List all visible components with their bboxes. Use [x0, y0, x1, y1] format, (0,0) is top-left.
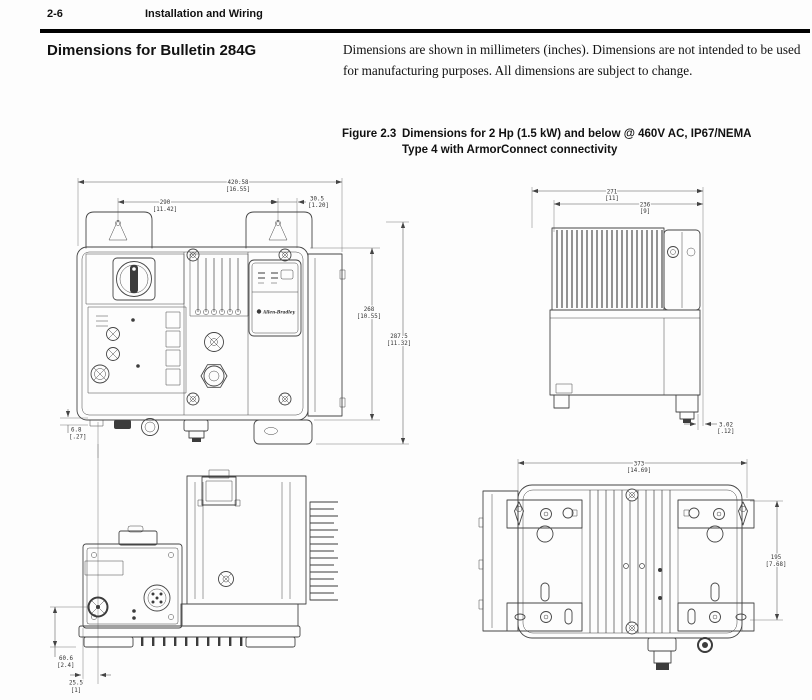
- figure-title-line1: Dimensions for 2 Hp (1.5 kW) and below @ 460V AC, IP67/NEMA: [402, 128, 752, 140]
- svg-text:290: 290: [159, 200, 171, 207]
- dim-front-overall-height: [316, 222, 411, 444]
- page-title: Dimensions for Bulletin 284G: [47, 42, 257, 59]
- terminal-pins: [141, 637, 242, 646]
- side-body: [550, 310, 700, 408]
- svg-text:287.5: 287.5: [390, 334, 408, 340]
- io-panel: [88, 307, 186, 393]
- svg-text:420.58: 420.58: [227, 180, 249, 187]
- svg-text:6.8: 6.8: [71, 427, 82, 434]
- bracket-top-right: [678, 500, 754, 528]
- back-view: [462, 448, 812, 700]
- dim-bottom-offset: [69, 628, 111, 694]
- svg-text:268: 268: [363, 307, 375, 313]
- keyhole-slot: [739, 502, 748, 525]
- cable-gland: [114, 420, 131, 429]
- screw-icon: [187, 393, 199, 405]
- m12-connector: [107, 348, 120, 361]
- svg-text:25.5: 25.5: [69, 680, 83, 687]
- heatsink-fins: [190, 254, 248, 316]
- dim-side-body-depth: [554, 200, 703, 232]
- keypad-panel: [249, 260, 301, 336]
- foot: [554, 395, 569, 408]
- svg-text:3.02: 3.02: [719, 422, 733, 429]
- m22-connector-center: [201, 365, 227, 388]
- m12-connector: [107, 328, 120, 341]
- round-connector: [91, 365, 109, 383]
- disconnect-switch: [86, 254, 184, 304]
- svg-text:[11.42]: [11.42]: [152, 206, 178, 213]
- screw-icon: [187, 249, 199, 261]
- brand-logo-text: Allen-Bradley: [263, 309, 295, 315]
- mounting-tab-left: [86, 212, 152, 248]
- bottom-plug-connector: [648, 638, 676, 670]
- screw-icon: [626, 489, 638, 501]
- mount-plate-right: [678, 500, 742, 631]
- m12-connector-center: [205, 333, 224, 352]
- svg-text:373: 373: [633, 461, 645, 468]
- svg-text:271: 271: [606, 189, 618, 196]
- svg-text:[9]: [9]: [639, 209, 651, 215]
- foot: [246, 637, 295, 647]
- heatsink-fins: [310, 502, 338, 600]
- svg-text:[11]: [11]: [605, 196, 619, 202]
- page-number: 2-6: [47, 8, 63, 20]
- bottom-mount-tab: [254, 420, 312, 444]
- dim-front-overall-width: [78, 178, 342, 252]
- svg-text:[16.55]: [16.55]: [225, 186, 251, 193]
- brand-logo-icon: [257, 309, 261, 313]
- screw-icon: [219, 572, 234, 587]
- svg-text:[11.32]: [11.32]: [386, 341, 412, 347]
- svg-text:30.5: 30.5: [310, 196, 324, 203]
- figure-label: Figure 2.3: [342, 128, 397, 140]
- dim-front-body-height: [310, 248, 381, 420]
- bottom-round-connector: [698, 638, 712, 652]
- svg-text:236: 236: [639, 202, 651, 209]
- svg-text:60.6: 60.6: [59, 656, 73, 662]
- dim-front-mount-width: [118, 198, 278, 222]
- drive-housing: [181, 470, 306, 626]
- svg-text:[7.68]: [7.68]: [765, 562, 787, 568]
- mounting-tab-right: [246, 212, 312, 248]
- left-protrusion: [479, 491, 518, 631]
- front-view: [38, 170, 423, 458]
- dim-front-foot: [60, 409, 88, 441]
- svg-text:[.12]: [.12]: [717, 429, 735, 436]
- base-plate: [79, 626, 300, 647]
- foot: [84, 637, 133, 647]
- heatsink-fins: [552, 228, 664, 310]
- section-title: Installation and Wiring: [145, 8, 263, 20]
- bottom-view: [28, 444, 423, 700]
- top-rear-section: [664, 230, 700, 310]
- keyhole-slot: [515, 502, 524, 525]
- figure-title-line2: Type 4 with ArmorConnect connectivity: [402, 143, 618, 156]
- side-view: [468, 170, 812, 460]
- reset-button: [281, 270, 293, 279]
- svg-text:[1]: [1]: [70, 688, 82, 694]
- svg-text:[.27]: [.27]: [69, 434, 87, 441]
- screw-icon: [626, 622, 638, 634]
- bottom-round-connector: [142, 419, 159, 436]
- svg-text:[14.69]: [14.69]: [626, 468, 652, 474]
- svg-text:195: 195: [770, 555, 782, 561]
- svg-text:[1.20]: [1.20]: [308, 203, 329, 210]
- bottom-plug-connector: [184, 420, 208, 442]
- bracket-bottom-right: [678, 603, 754, 631]
- top-cap: [119, 526, 157, 545]
- motor-connector-tower: [198, 470, 240, 506]
- side-flange: [308, 254, 345, 416]
- dim-back-height: [750, 501, 786, 620]
- bottom-connector: [676, 395, 698, 423]
- screw-icon: [279, 249, 291, 261]
- mount-plate-left: [518, 500, 582, 631]
- svg-text:[2.4]: [2.4]: [57, 663, 75, 669]
- screw-icon: [279, 393, 291, 405]
- heatsink-ribs: [590, 489, 670, 634]
- dim-side-gap: [684, 414, 734, 435]
- m23-connector: [144, 585, 170, 611]
- svg-text:[10.55]: [10.55]: [356, 314, 382, 320]
- intro-paragraph: Dimensions are shown in millimeters (inches). Dimensions are not intended to be used for manufacturing purposes. All dimensions are subject to change.: [343, 42, 801, 78]
